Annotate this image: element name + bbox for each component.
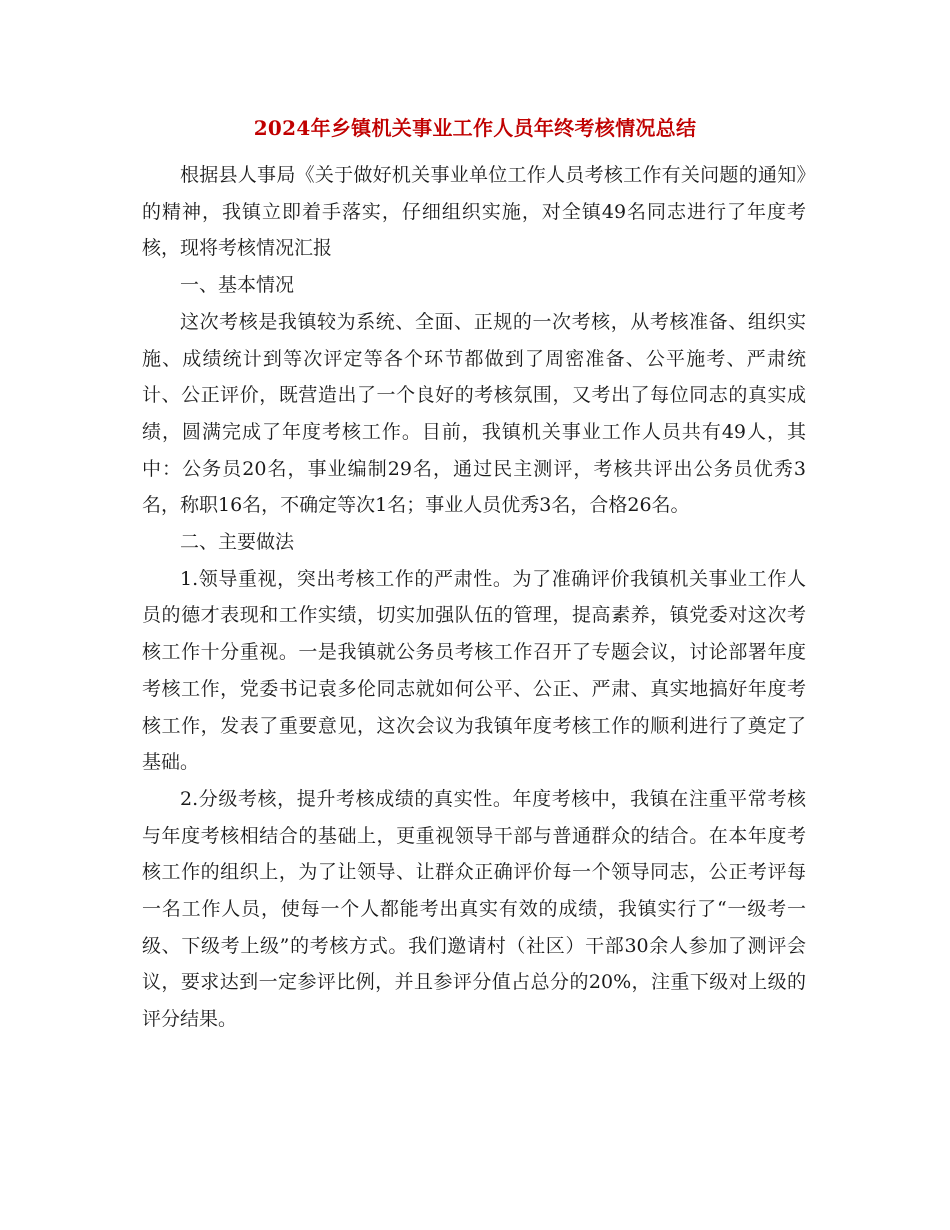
section-heading-basic: 一、基本情况 bbox=[180, 274, 295, 297]
section-heading-methods: 二、主要做法 bbox=[180, 531, 295, 554]
paragraph-method-1: 1.领导重视，突出考核工作的严肃性。为了准确评价我镇机关事业工作人员的德才表现和工作实绩，切实加强队伍的管理，提高素养，镇党委对这次考核工作十分重视。一是我镇就公务员考核工作召开了专题会议，讨论部署年度考核工作，党委书记袁多伦同志就如何公平、公正、严肃、真实地搞好年度考核工作，发表了重要意见，这次会议为我镇年度考核工作的顺利进行了奠定了基础。 bbox=[142, 567, 806, 774]
document-body bbox=[142, 157, 806, 1038]
paragraph-basic-situation: 这次考核是我镇较为系统、全面、正规的一次考核，从考核准备、组织实施、成绩统计到等次评定等各个环节都做到了周密准备、公平施考、严肃统计、公正评价，既营造出了一个良好的考核氛围，又考出了每位同志的真实成绩，圆满完成了年度考核工作。目前，我镇机关事业工作人员共有49人，其中：公务员20名，事业编制29名，通过民主测评，考核共评出公务员优秀3名，称职16名，不确定等次1名；事业人员优秀3名，合格26名。 bbox=[142, 310, 806, 517]
paragraph-method-2: 2.分级考核，提升考核成绩的真实性。年度考核中，我镇在注重平常考核与年度考核相结合的基础上，更重视领导干部与普通群众的结合。在本年度考核工作的组织上，为了让领导、让群众正确评价每一个领导同志，公正考评每一名工作人员，使每一个人都能考出真实有效的成绩，我镇实行了“一级考一级、下级考上级”的考核方式。我们邀请村（社区）干部30余人参加了测评会议，要求达到一定参评比例，并且参评分值占总分的20%，注重下级对上级的评分结果。 bbox=[142, 787, 806, 1031]
paragraph-intro: 根据县人事局《关于做好机关事业单位工作人员考核工作有关问题的通知》的精神，我镇立即着手落实，仔细组织实施，对全镇49名同志进行了年度考核，现将考核情况汇报 bbox=[142, 164, 806, 260]
document-title: 2024年乡镇机关事业工作人员年终考核情况总结 bbox=[253, 116, 697, 140]
